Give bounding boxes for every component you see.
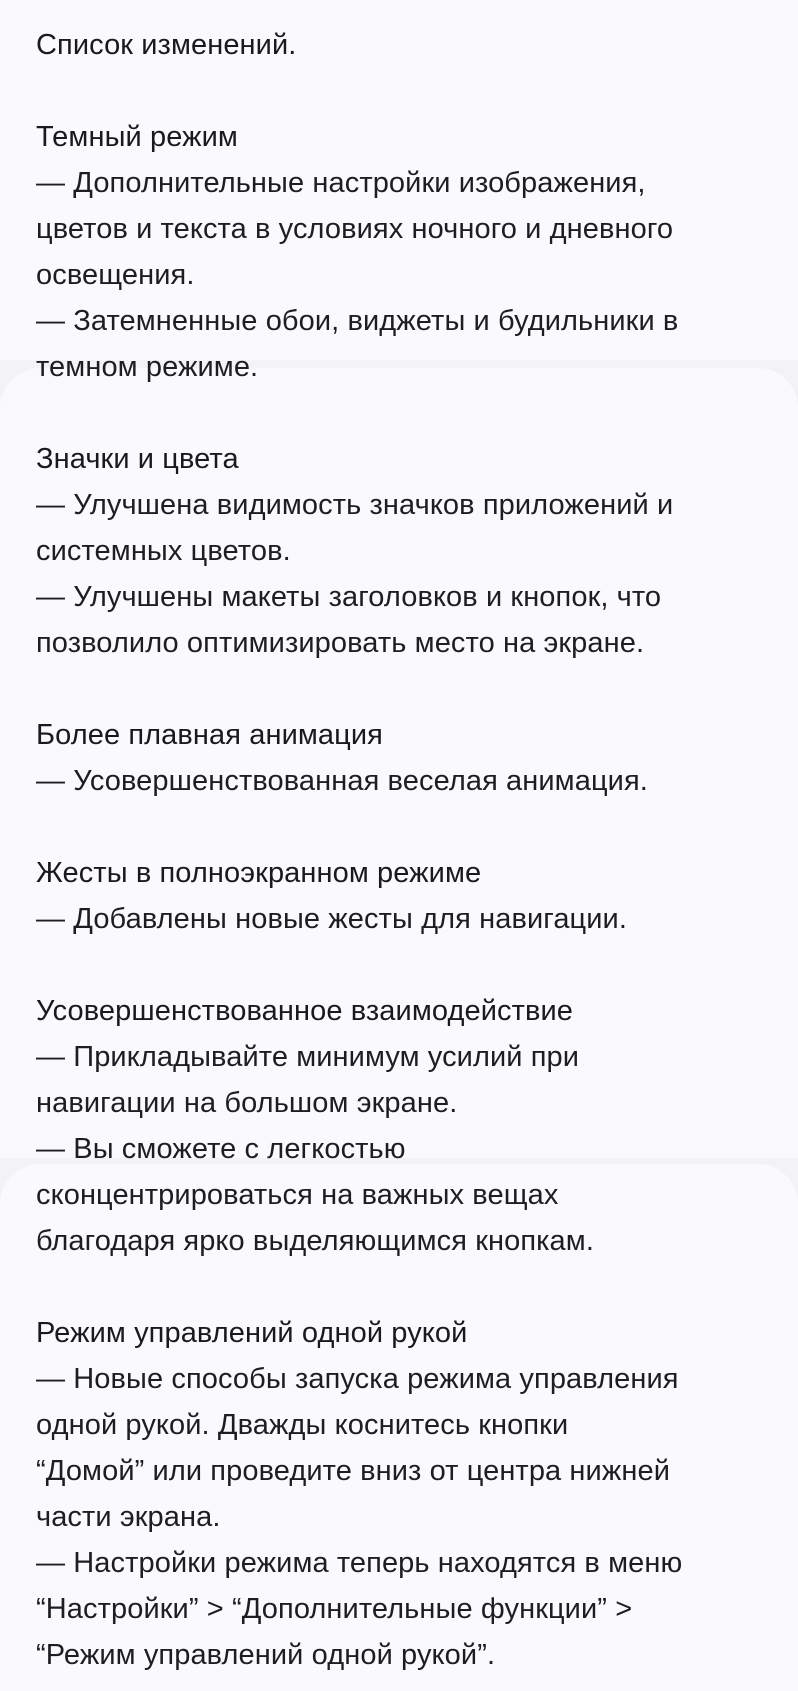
section-line: — Дополнительные настройки изображения, xyxy=(36,167,646,199)
spacer xyxy=(36,942,776,988)
section-heading: Значки и цвета xyxy=(36,443,239,475)
section-line: — Настройки режима теперь находятся в меню xyxy=(36,1547,683,1579)
spacer xyxy=(36,804,776,850)
section-line: благодаря ярко выделяющимся кнопкам. xyxy=(36,1225,594,1257)
section-line: сконцентрироваться на важных вещах xyxy=(36,1179,559,1211)
section-line: — Новые способы запуска режима управления xyxy=(36,1363,679,1395)
section-line: одной рукой. Дважды коснитесь кнопки xyxy=(36,1409,569,1441)
section-heading: Более плавная анимация xyxy=(36,719,383,751)
spacer xyxy=(36,68,776,114)
section-line: — Улучшена видимость значков приложений и xyxy=(36,489,674,521)
section-line: освещения. xyxy=(36,259,195,291)
section-line: позволило оптимизировать место на экране. xyxy=(36,627,645,659)
section-line: “Домой” или проведите вниз от центра нижней xyxy=(36,1455,670,1487)
section-line: части экрана. xyxy=(36,1501,221,1533)
changelog-text xyxy=(36,22,776,1678)
section-line: — Улучшены макеты заголовков и кнопок, что xyxy=(36,581,662,613)
section-line: — Прикладывайте минимум усилий при xyxy=(36,1041,580,1073)
section-heading: Темный режим xyxy=(36,121,238,153)
section-line: системных цветов. xyxy=(36,535,291,567)
changelog-title: Список изменений. xyxy=(36,29,297,61)
spacer xyxy=(36,390,776,436)
section-line: навигации на большом экране. xyxy=(36,1087,458,1119)
spacer xyxy=(36,1264,776,1310)
section-line: цветов и текста в условиях ночного и дневного xyxy=(36,213,674,245)
section-line: — Усовершенствованная веселая анимация. xyxy=(36,765,648,797)
section-heading: Режим управлений одной рукой xyxy=(36,1317,468,1349)
section-line: — Вы сможете с легкостью xyxy=(36,1133,406,1165)
section-line: “Режим управлений одной рукой”. xyxy=(36,1639,496,1671)
section-line: — Добавлены новые жесты для навигации. xyxy=(36,903,628,935)
section-line: — Затемненные обои, виджеты и будильники в xyxy=(36,305,679,337)
section-heading: Жесты в полноэкранном режиме xyxy=(36,857,482,889)
spacer xyxy=(36,666,776,712)
section-line: темном режиме. xyxy=(36,351,259,383)
section-line: “Настройки” > “Дополнительные функции” > xyxy=(36,1593,633,1625)
section-heading: Усовершенствованное взаимодействие xyxy=(36,995,574,1027)
